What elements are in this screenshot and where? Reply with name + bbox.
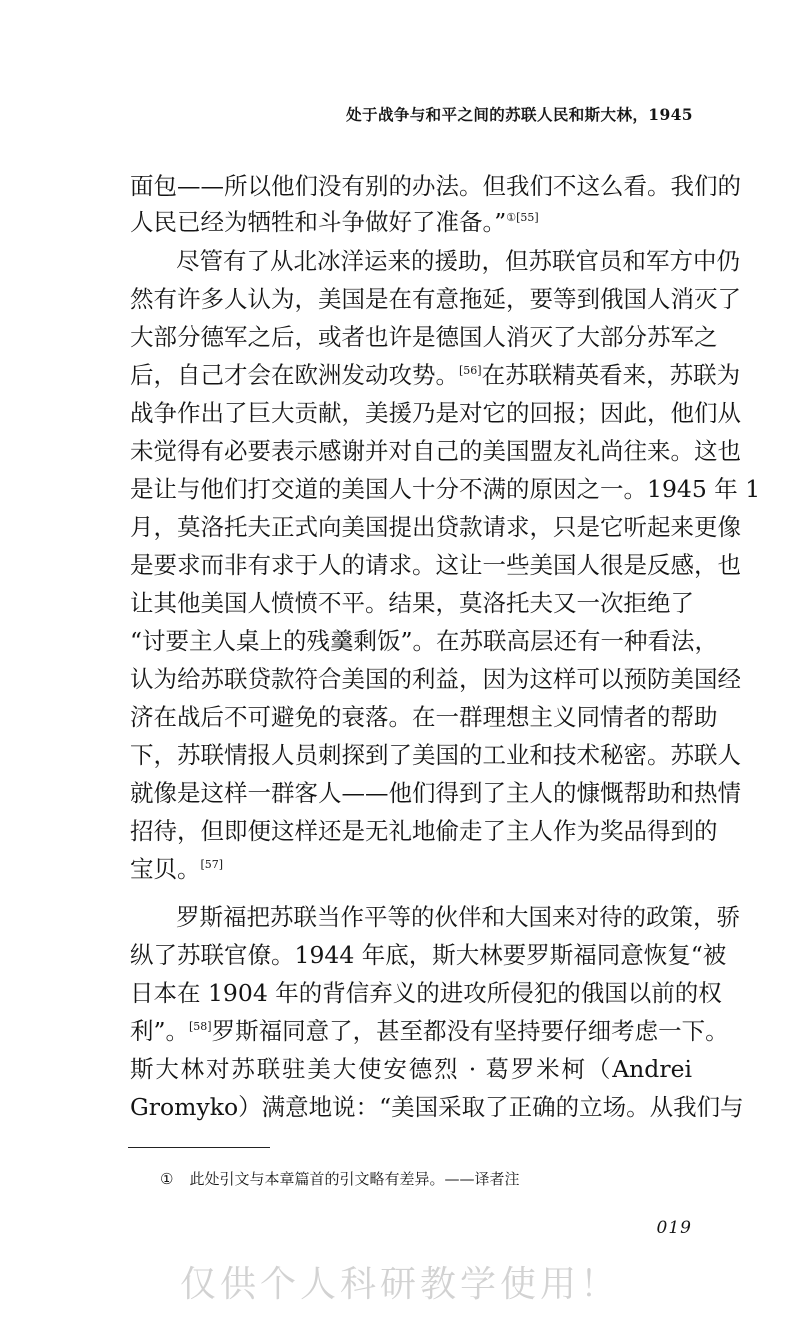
body-line: 人民已经为牺牲和斗争做好了准备。”$^{①[55]}$ bbox=[130, 208, 539, 236]
page-number: 019 bbox=[656, 1218, 692, 1238]
body-line: 然有许多人认为，美国是在有意拖延，要等到俄国人消灭了 bbox=[130, 285, 741, 313]
body-line: 大部分德军之后，或者也许是德国人消灭了大部分苏军之 bbox=[130, 323, 718, 351]
watermark: 仅供个人科研教学使用！ bbox=[179, 1264, 620, 1305]
body-line: 下，苏联情报人员刺探到了美国的工业和技术秘密。苏联人 bbox=[130, 741, 741, 769]
body-line: 是让与他们打交道的美国人十分不满的原因之一。1945 年 1 bbox=[130, 475, 761, 503]
body-line: 月，莫洛托夫正式向美国提出贷款请求，只是它听起来更像 bbox=[130, 513, 741, 541]
body-line: 纵了苏联官僚。1944 年底，斯大林要罗斯福同意恢复“被 bbox=[130, 941, 727, 969]
citation-ref[interactable]: [56] bbox=[459, 364, 482, 377]
body-line: 济在战后不可避免的衰落。在一群理想主义同情者的帮助 bbox=[130, 703, 718, 731]
body-line: 尽管有了从北冰洋运来的援助，但苏联官员和军方中仍 bbox=[176, 247, 740, 275]
body-line: 是要求而非有求于人的请求。这让一些美国人很是反感，也 bbox=[130, 551, 741, 579]
body-line: “讨要主人桌上的残羹剩饭”。在苏联高层还有一种看法， bbox=[130, 627, 719, 655]
footnote-marker: ① bbox=[160, 1170, 174, 1188]
body-line: 后，自己才会在欧洲发动攻势。[56]在苏联精英看来，苏联为 bbox=[130, 361, 741, 389]
footnote-divider bbox=[128, 1147, 270, 1148]
footnote bbox=[160, 1168, 519, 1189]
body-line: Gromyko）满意地说：“美国采取了正确的立场。从我们与 bbox=[130, 1093, 744, 1121]
citation-ref[interactable]: [58] bbox=[189, 1020, 212, 1033]
body-line: 招待，但即便这样还是无礼地偷走了主人作为奖品得到的 bbox=[130, 817, 718, 845]
body-line: 未觉得有必要表示感谢并对自己的美国盟友礼尚往来。这也 bbox=[130, 437, 741, 465]
citation-ref[interactable]: [57] bbox=[200, 858, 224, 871]
body-line: 罗斯福把苏联当作平等的伙伴和大国来对待的政策，骄 bbox=[176, 903, 740, 931]
footnote-ref[interactable]: ①[55] bbox=[506, 211, 539, 224]
running-header: 处于战争与和平之间的苏联人民和斯大林，1945 bbox=[346, 105, 693, 124]
body-line: 面包——所以他们没有别的办法。但我们不这么看。我们的 bbox=[130, 172, 741, 200]
body-line: 日本在 1904 年的背信弃义的进攻所侵犯的俄国以前的权 bbox=[130, 979, 722, 1007]
body-line: 认为给苏联贷款符合美国的利益，因为这样可以预防美国经 bbox=[130, 665, 741, 693]
footnote-text: 此处引文与本章篇首的引文略有差异。——译者注 bbox=[189, 1170, 520, 1188]
body-line: 战争作出了巨大贡献，美援乃是对它的回报；因此，他们从 bbox=[130, 399, 741, 427]
body-line: 斯大林对苏联驻美大使安德烈 · 葛罗米柯（Andrei bbox=[130, 1055, 692, 1083]
body-line: 宝贝。[57] bbox=[130, 855, 224, 883]
body-line: 让其他美国人愤愤不平。结果，莫洛托夫又一次拒绝了 bbox=[130, 589, 694, 617]
body-line: 利”。[58]罗斯福同意了，甚至都没有坚持要仔细考虑一下。 bbox=[130, 1017, 729, 1045]
body-line: 就像是这样一群客人——他们得到了主人的慷慨帮助和热情 bbox=[130, 779, 741, 807]
